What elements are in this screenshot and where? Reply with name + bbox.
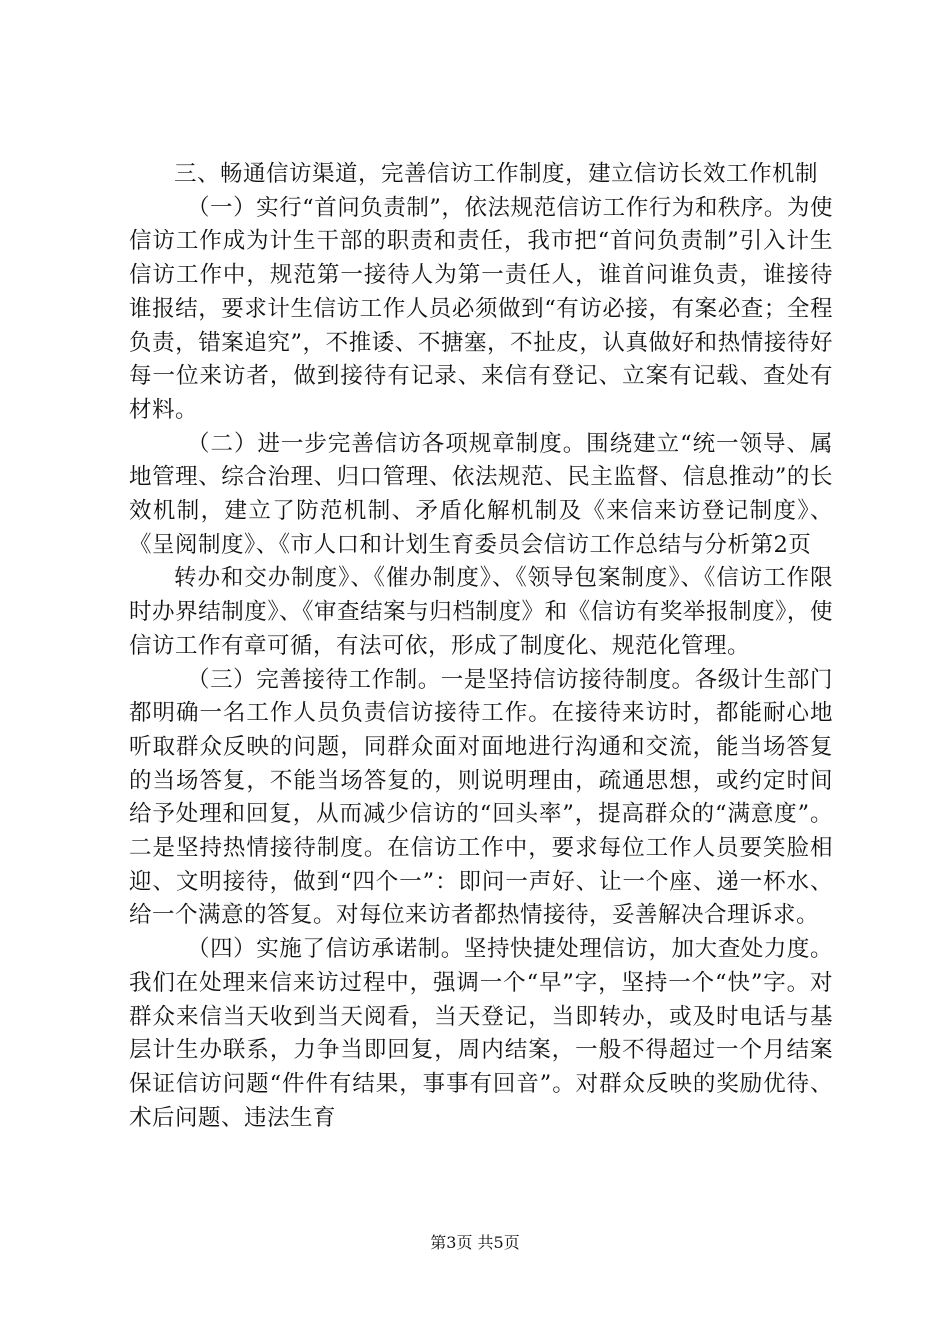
paragraph-rules-continued: 转办和交办制度》、《催办制度》、《领导包案制度》、《信访工作限时办界结制度》、《审查结案与归档制度》和《信访有奖举报制度》，使信访工作有章可循，有法可依，形成了制度化、规范化管理。	[129, 565, 833, 659]
document-body	[129, 158, 833, 1135]
section-heading: 三、畅通信访渠道，完善信访工作制度，建立信访长效工作机制	[174, 161, 819, 187]
paragraph-commitment-system: （四）实施了信访承诺制。坚持快捷处理信访，加大查处力度。我们在处理来信来访过程中，强调一个“早”字，坚持一个“快”字。对群众来信当天收到当天阅看，当天登记，当即转办，或及时电话与基层计生办联系，力争当即回复，周内结案，一般不得超过一个月结案保证信访问题“件件有结果，事事有回音”。对群众反映的奖励优待、术后问题、违法生育	[129, 936, 833, 1131]
paragraph-first-inquiry: （一）实行“首问负责制”，依法规范信访工作行为和秩序。为使信访工作成为计生干部的职责和责任，我市把“首问负责制”引入计生信访工作中，规范第一接待人为第一责任人，谁首问谁负责，谁接待谁报结，要求计生信访工作人员必须做到“有访必接，有案必查；全程负责，错案追究”，不推诿、不搪塞，不扯皮，认真做好和热情接待好每一位来访者，做到接待有记录、来信有登记、立案有记载、查处有材料。	[129, 194, 833, 423]
page-number-footer: 第3页 共5页	[430, 1233, 520, 1252]
paragraph-rules-system: （二）进一步完善信访各项规章制度。围绕建立“统一领导、属地管理、综合治理、归口管理、依法规范、民主监督、信息推动”的长效机制，建立了防范机制、矛盾化解机制及《来信来访登记制度》、《呈阅制度》、《市人口和计划生育委员会信访工作总结与分析第2页	[129, 430, 833, 558]
paragraph-reception-system: （三）完善接待工作制。一是坚持信访接待制度。各级计生部门都明确一名工作人员负责信访接待工作。在接待来访时，都能耐心地听取群众反映的问题，同群众面对面地进行沟通和交流，能当场答复的当场答复，不能当场答复的，则说明理由，疏通思想，或约定时间给予处理和回复，从而减少信访的“回头率”，提高群众的“满意度”。二是坚持热情接待制度。在信访工作中，要求每位工作人员要笑脸相迎、文明接待，做到“四个一”：即问一声好、让一个座、递一杯水、给一个满意的答复。对每位来访者都热情接待，妥善解决合理诉求。	[129, 666, 833, 929]
